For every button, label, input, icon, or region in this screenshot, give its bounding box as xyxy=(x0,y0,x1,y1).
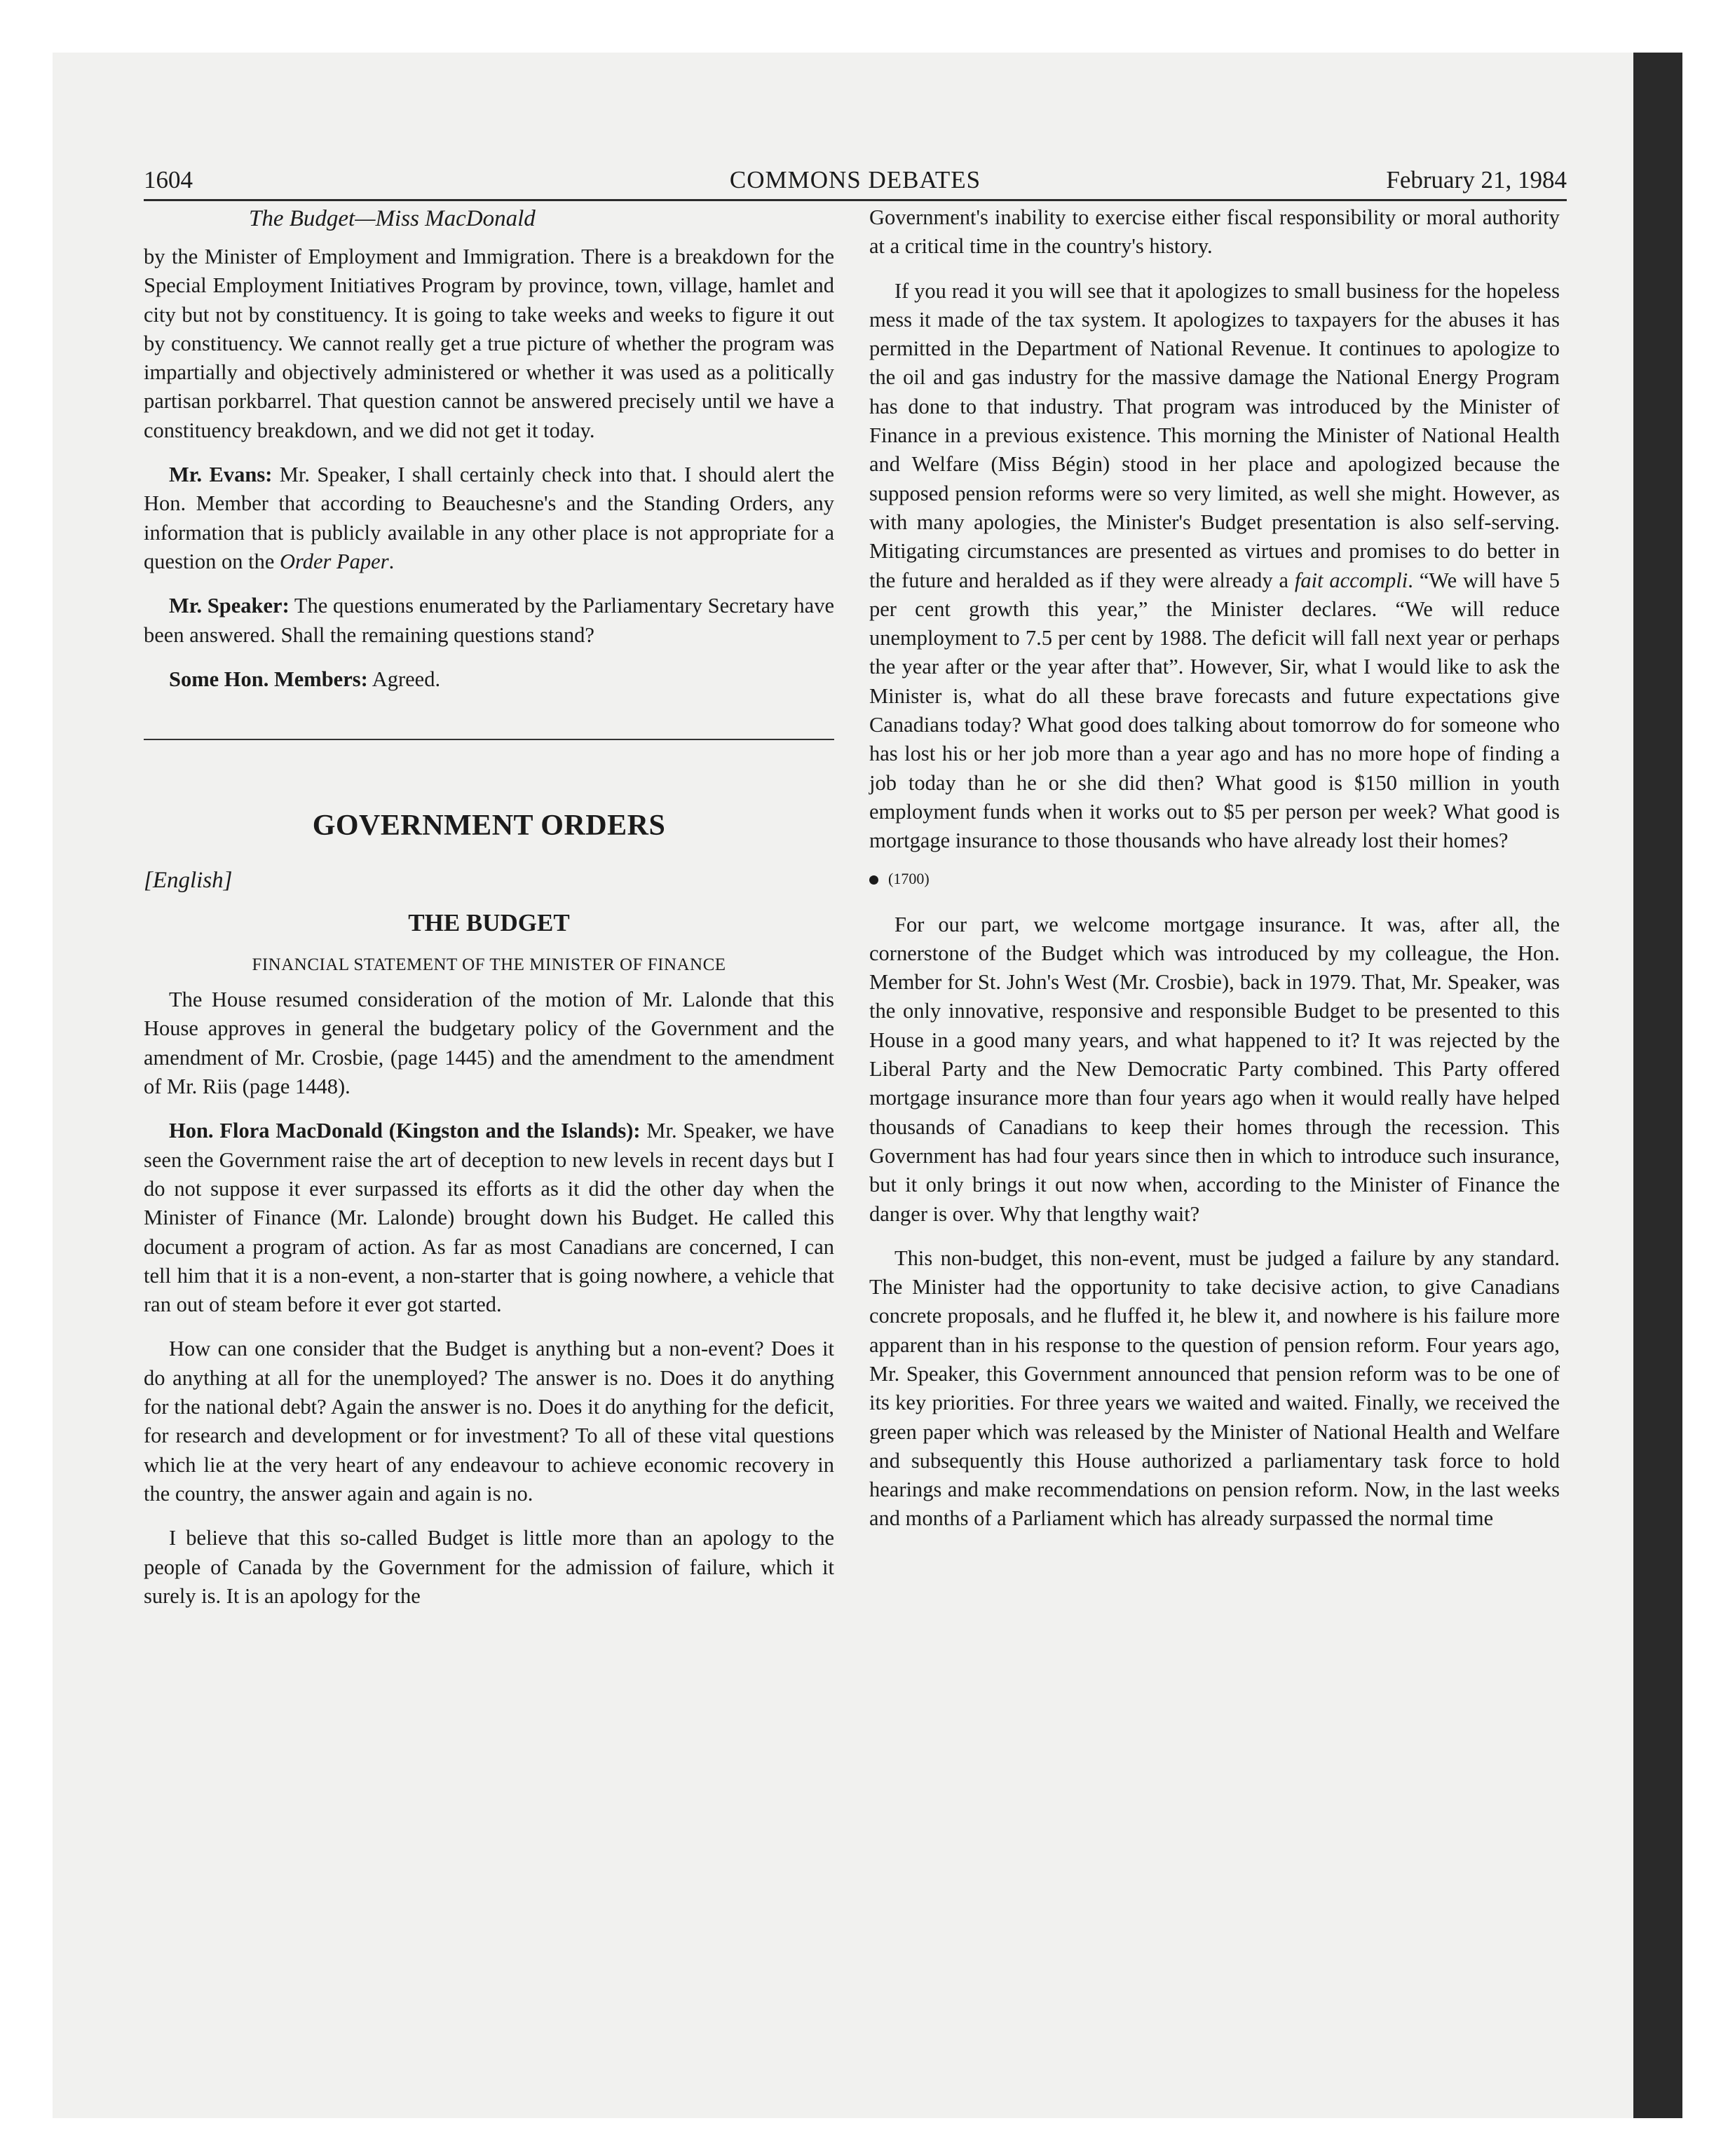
paragraph: For our part, we welcome mortgage insurance. It was, after all, the cornerstone of the Budget which was introduced by my colleague, the Hon. Member for St. John's West (Mr. Crosbie), back in 1979. That, Mr. Speaker, was the only innovative, responsive and responsible Budget to be presented to this House in a good many years, and what happened to it? It was rejected by the Liberal Party and the New Democratic Party combined. This Party offered mortgage insurance more than four years ago when it would really have helped thousands of Canadians to keep their homes through the recession. This Government has had four years since then in which to introduce such insurance, but it only brings it out now when, according to the Minister of Finance the danger is over. Why that lengthy wait? xyxy=(869,912,1560,1226)
section-divider xyxy=(144,739,834,740)
speech-italic: Order Paper xyxy=(280,549,389,573)
scan-edge-bar xyxy=(1633,53,1682,2118)
paragraph: The House resumed consideration of the motion of Mr. Lalonde that this House approves in general the budgetary policy of the Government and the amendment of Mr. Crosbie, (page 1445) and the amendment to the amendment of Mr. Riis (page 1448). xyxy=(144,988,834,1099)
speech-text: Agreed. xyxy=(367,667,441,691)
paragraph-text-cont: . “We will have 5 per cent growth this year,” the Minister declares. “We will reduce unemployment to 7.5 per cent by 1988. The deficit will fall next year or perhaps the year after or the year after that”. However, Sir, what I would like to ask the Minister is, what do all these brave forecasts and future expectations give Canadians today? What good does talking about tomorrow do for someone who has lost his or her job more than a year ago and has no more hope of finding a job today than he or she did then? What good is $150 million in youth employment funds when it works out to $5 per person per week? What good is mortgage insurance to those thousands who have already lost their homes? xyxy=(869,568,1560,853)
speaker-name: Hon. Flora MacDonald (Kingston and the Islands): xyxy=(169,1119,641,1143)
speech-text: The questions enumerated by the Parliamentary Secretary have been answered. Shall the remaining questions stand? xyxy=(144,594,834,647)
speech-text: Mr. Speaker, I shall certainly check into that. I should alert the Hon. Member that according to Beauchesne's and the Standing Orders, any information that is publicly available in any other place is not appropriate for a question on the xyxy=(144,463,834,573)
paragraph: Government's inability to exercise either fiscal responsibility or moral authority at a critical time in the country's history. xyxy=(869,205,1560,259)
time-marker-text: (1700) xyxy=(888,869,930,887)
budget-title: THE BUDGET xyxy=(408,909,570,937)
header-rule xyxy=(144,199,1567,201)
budget-subtitle: FINANCIAL STATEMENT OF THE MINISTER OF FINANCE xyxy=(252,955,726,975)
speech-evans xyxy=(144,460,834,576)
paragraph: How can one consider that the Budget is anything but a non-event? Does it do anything at all for the unemployed? The answer is no. Does it do anything for the national debt? Again the answer is no. Does it do anything for the deficit, for research and development or for investment? To all of these vital questions which lie at the very heart of any endeavour to achieve economic recovery in the country, the answer again and again is no. xyxy=(144,1337,834,1506)
section-title: GOVERNMENT ORDERS xyxy=(312,810,666,842)
right-column xyxy=(869,203,1560,1534)
speech-macdonald xyxy=(144,1117,834,1319)
running-title: The Budget—Miss MacDonald xyxy=(249,206,536,231)
page-number: 1604 xyxy=(144,166,193,193)
paragraph-text: If you read it you will see that it apologizes to small business for the hopeless mess it made of the tax system. It apologizes to taxpayers for the abuses it has permitted in the Department of National Revenue. It continues to apologize to the oil and gas industry for the massive damage the National Energy Program has done to that industry. That program was introduced by the Minister of Finance in a previous existence. This morning the Minister of National Health and Welfare (Miss Bégin) stood in her place and apologized because the supposed pension reforms were so very limited, as well she might. However, as with many apologies, the Minister's Budget presentation is also self-serving. Mitigating circumstances are presented as virtues and promises to do better in the future and heralded as if they were already a xyxy=(869,278,1560,592)
speech-speaker xyxy=(144,592,834,650)
time-marker xyxy=(869,868,1560,889)
paragraph xyxy=(869,277,1560,856)
page-header xyxy=(144,163,1567,198)
paragraph-italic: fait accompli xyxy=(1294,568,1408,592)
speech-members xyxy=(144,665,834,694)
language-tag: [English] xyxy=(144,868,233,894)
speech-text: Mr. Speaker, we have seen the Government raise the art of deception to new levels in recent days but I do not suppose it ever surpassed its efforts as it did the other day when the Minister of Finance (Mr. Lalonde) brought down his Budget. He called this document a program of action. As far as most Canadians are concerned, I can tell him that it is a non-event, a non-starter that is going nowhere, a vehicle that ran out of steam before it ever got started. xyxy=(144,1119,834,1317)
publication-title: COMMONS DEBATES xyxy=(729,166,981,193)
paragraph: This non-budget, this non-event, must be judged a failure by any standard. The Minister had the opportunity to take decisive action, to give Canadians concrete proposals, and he fluffed it, he blew it, and nowhere is his failure more apparent than in his response to the question of pension reform. Four years ago, Mr. Speaker, this Government announced that pension reform was to be one of its key priorities. For three years we waited and waited. Finally, we received the green paper which was released by the Minister of National Health and Welfare and subsequently this House authorized a parliamentary task force to hold hearings and make recommendations on pension reform. Now, in the last weeks and months of a Parliament which has already surpassed the normal time xyxy=(869,1246,1560,1531)
paragraph: by the Minister of Employment and Immigration. There is a breakdown for the Special Employment Initiatives Program by province, town, village, hamlet and city but not by constituency. It is going to take weeks and weeks to figure it out by constituency. We cannot really get a true picture of whether the program was impartially and objectively administered or whether it was used as a politically partisan porkbarrel. That question cannot be answered precisely until we have a constituency breakdown, and we did not get it today. xyxy=(144,245,834,442)
paragraph: I believe that this so-called Budget is little more than an apology to the people of Canada by the Government for the admission of failure, which it surely is. It is an apology for the xyxy=(144,1526,834,1608)
left-column xyxy=(144,203,834,1611)
speech-text-end: . xyxy=(388,549,395,573)
speaker-name: Some Hon. Members: xyxy=(169,667,368,691)
page-date: February 21, 1984 xyxy=(1386,166,1567,193)
speaker-name: Mr. Speaker: xyxy=(169,594,290,618)
bullet-icon xyxy=(869,875,878,885)
speaker-name: Mr. Evans: xyxy=(169,463,273,487)
